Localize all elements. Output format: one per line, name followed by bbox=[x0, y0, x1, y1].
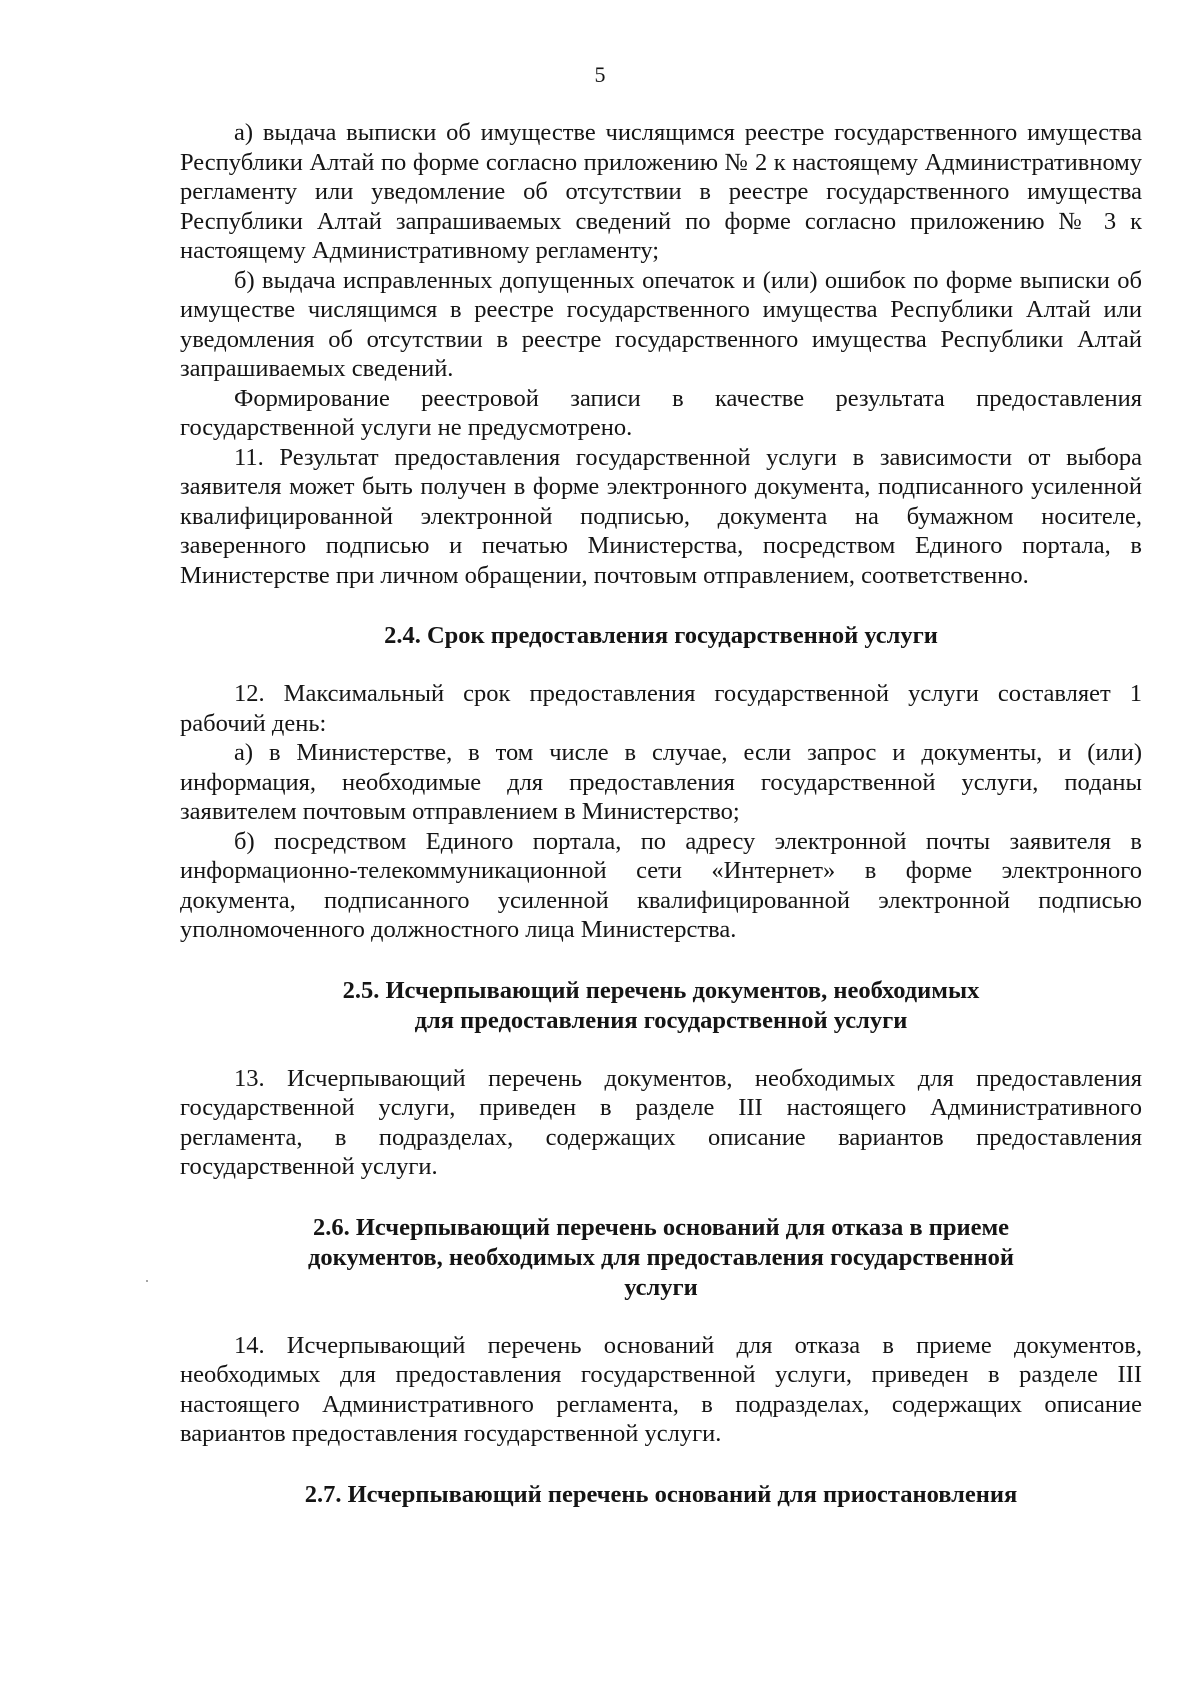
paragraph-13: 13. Исчерпывающий перечень документов, необходимых для предоставления государственной услуги, приведен в разделе III настоящего Административного регламента, в подразделах, содержащих описание вариантов предоставления государственной услуги. bbox=[180, 1064, 1142, 1180]
paragraph-result-corrected: б) выдача исправленных допущенных опечаток и (или) ошибок по форме выписки об имуществе числящимся в реестре государственного имущества Республики Алтай или уведомления об отсутствии в реестре государственного имущества Республики Алтай запрашиваемых сведений. bbox=[180, 266, 1142, 382]
page-number: 5 bbox=[594, 62, 606, 87]
scan-speck bbox=[146, 1280, 148, 1282]
heading-2-7: 2.7. Исчерпывающий перечень оснований для приостановления bbox=[304, 1480, 1018, 1508]
paragraph-11: 11. Результат предоставления государственной услуги в зависимости от выбора заявителя может быть получен в форме электронного документа, подписанного усиленной квалифицированной электронной подписью, документа на бумажном носителе, заверенного подписью и печатью Министерства, посредством Единого портала, в Министерстве при личном обращении, почтовым отправлением, соответственно. bbox=[180, 443, 1142, 589]
heading-2-5-line-1: 2.5. Исчерпывающий перечень документов, необходимых bbox=[342, 976, 980, 1004]
paragraph-registry-record: Формирование реестровой записи в качестве результата предоставления государственной услуги не предусмотрено. bbox=[180, 384, 1142, 441]
paragraph-14: 14. Исчерпывающий перечень оснований для отказа в приеме документов, необходимых для предоставления государственной услуги, приведен в разделе III настоящего Административного регламента, в подразделах, содержащих описание вариантов предоставления государственной услуги. bbox=[180, 1331, 1142, 1447]
heading-2-4: 2.4. Срок предоставления государственной услуги bbox=[384, 622, 938, 649]
paragraph-12: 12. Максимальный срок предоставления государственной услуги составляет 1 рабочий день: bbox=[180, 680, 1142, 737]
heading-2-6 bbox=[180, 1213, 1142, 1303]
heading-2-6-line-3: услуги bbox=[624, 1273, 698, 1301]
heading-2-5 bbox=[180, 976, 1142, 1036]
document-body bbox=[180, 118, 1142, 1510]
paragraph-12-b: б) посредством Единого портала, по адресу электронной почты заявителя в информационно-телекоммуникационной сети «Интернет» в форме электронного документа, подписанного усиленной квалифицированной электронной подписью уполномоченного должностного лица Министерства. bbox=[180, 827, 1142, 943]
heading-2-5-line-2: для предоставления государственной услуги bbox=[414, 1006, 908, 1034]
paragraph-12-a: а) в Министерстве, в том числе в случае, если запрос и документы, и (или) информация, необходимые для предоставления государственной услуги, поданы заявителем почтовым отправлением в Министерство; bbox=[180, 739, 1142, 825]
paragraph-result-extract: а) выдача выписки об имуществе числящимся реестре государственного имущества Республики Алтай по форме согласно приложению № 2 к настоящему Административному регламенту или уведомление об отсутствии в реестре государственного имущества Республики Алтай запрашиваемых сведений по форме согласно приложению № 3 к настоящему Административному регламенту; bbox=[180, 119, 1142, 264]
heading-2-6-line-1: 2.6. Исчерпывающий перечень оснований для отказа в приеме bbox=[312, 1213, 1010, 1241]
heading-2-6-line-2: документов, необходимых для предоставления государственной bbox=[308, 1243, 1014, 1271]
